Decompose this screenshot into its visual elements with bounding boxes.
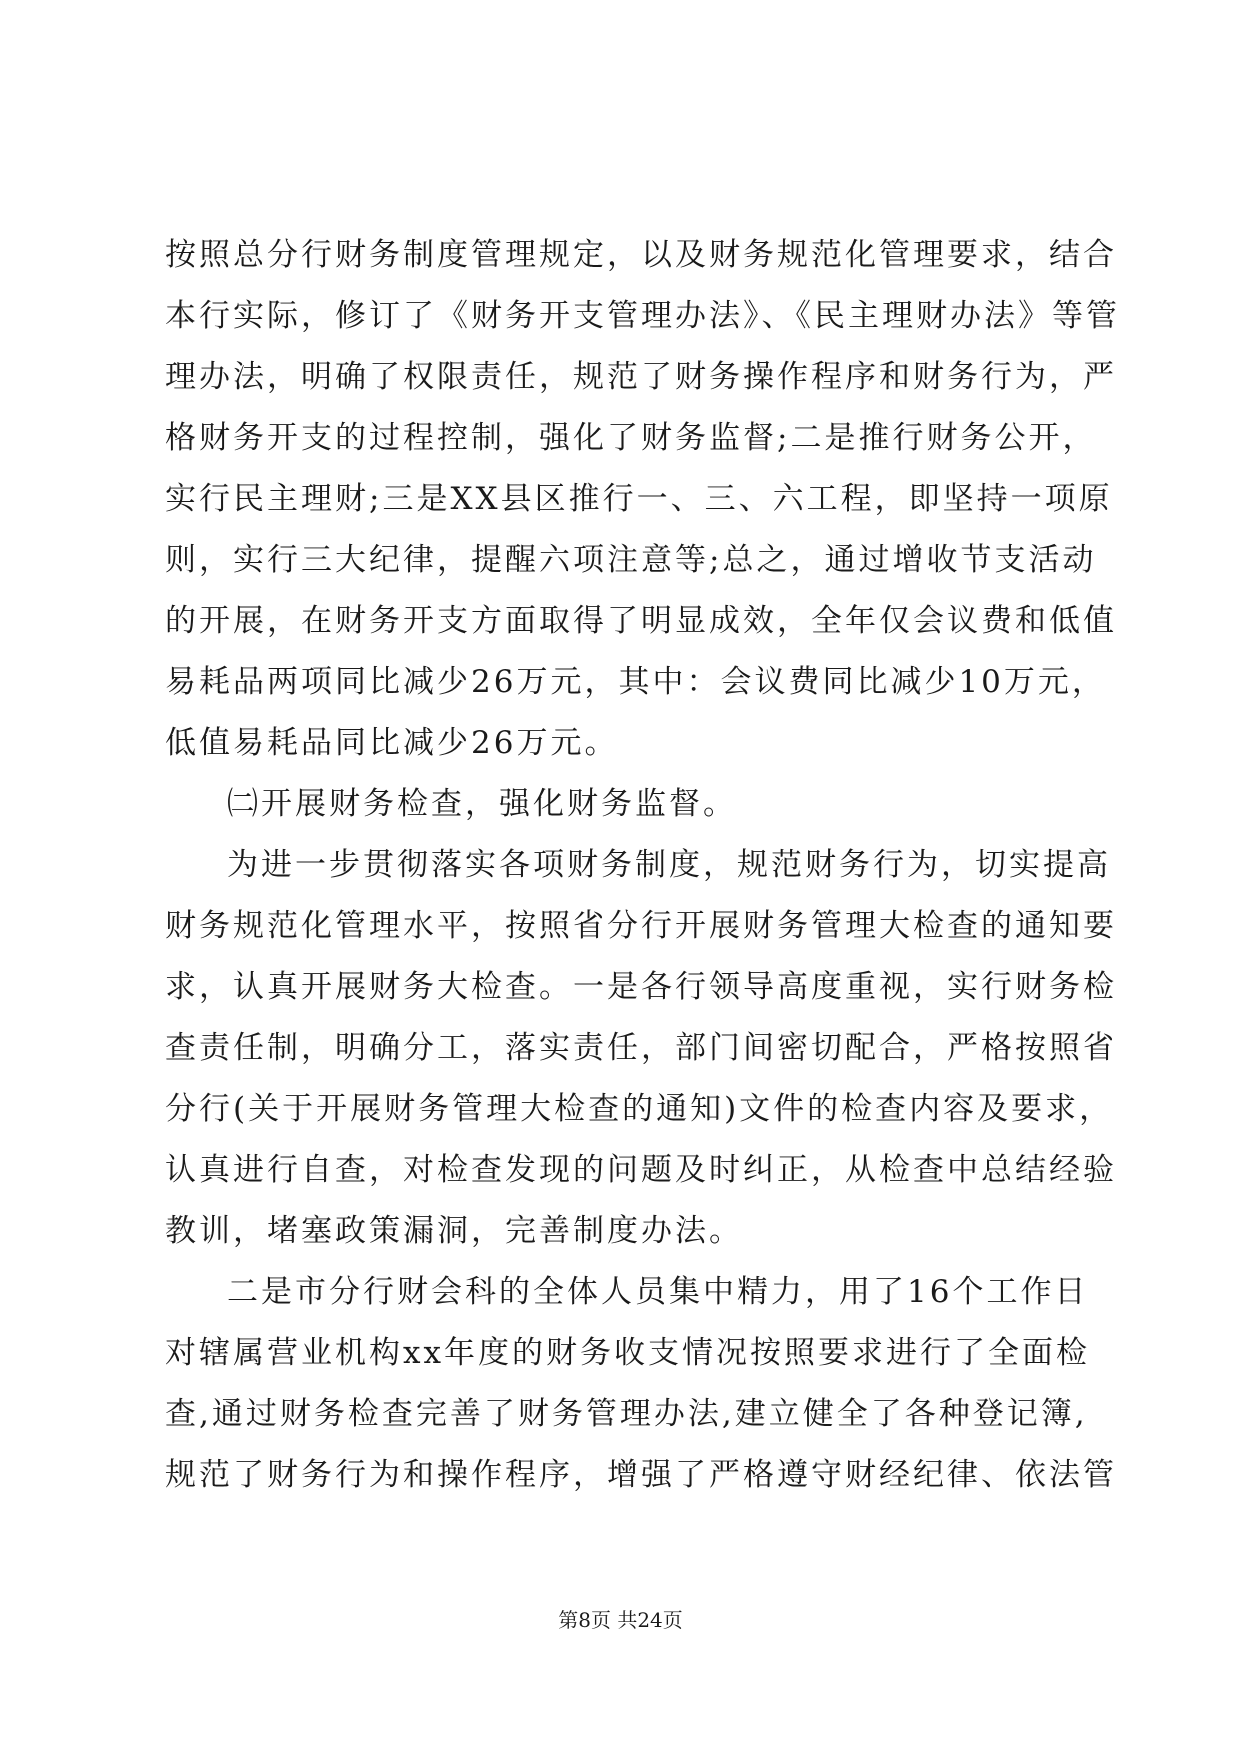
text-line: 理办法，明确了权限责任，规范了财务操作程序和财务行为，严 [165,359,1117,395]
text-line: 按照总分行财务制度管理规定，以及财务规范化管理要求，结合 [165,237,1117,273]
text-line: 对辖属营业机构xx年度的财务收支情况按照要求进行了全面检 [165,1335,1090,1371]
text-line: 易耗品两项同比减少26万元，其中：会议费同比减少10万元， [165,664,1106,700]
text-line: 财务规范化管理水平，按照省分行开展财务管理大检查的通知要 [165,908,1117,944]
text-line: 分行(关于开展财务管理大检查的通知)文件的检查内容及要求， [165,1091,1114,1127]
page-number-footer: 第8页 共24页 [558,1608,683,1632]
text-line: 的开展，在财务开支方面取得了明显成效，全年仅会议费和低值 [165,603,1117,639]
text-line: 二是市分行财会科的全体人员集中精力，用了16个工作日 [227,1274,1089,1310]
text-line: 低值易耗品同比减少26万元。 [165,725,619,761]
text-line: 教训，堵塞政策漏洞，完善制度办法。 [165,1213,743,1249]
text-line: 查,通过财务检查完善了财务管理办法,建立健全了各种登记簿, [165,1396,1088,1432]
text-line: 则，实行三大纪律，提醒六项注意等;总之，通过增收节支活动 [165,542,1097,578]
body-text [165,225,1120,1506]
text-line: 求，认真开展财务大检查。一是各行领导高度重视，实行财务检 [165,969,1117,1005]
text-line: 规范了财务行为和操作程序，增强了严格遵守财经纪律、依法管 [165,1457,1117,1493]
section-heading: ㈡开展财务检查，强化财务监督。 [227,786,737,822]
text-line: 本行实际，修订了《财务开支管理办法》、《民主理财办法》等管 [165,298,1120,334]
text-line: 为进一步贯彻落实各项财务制度，规范财务行为，切实提高 [227,847,1111,883]
text-line: 实行民主理财;三是XX县区推行一、三、六工程，即坚持一项原 [165,481,1113,517]
text-line: 格财务开支的过程控制，强化了财务监督;二是推行财务公开， [165,420,1097,456]
text-line: 认真进行自查，对检查发现的问题及时纠正，从检查中总结经验 [165,1152,1117,1188]
text-line: 查责任制，明确分工，落实责任，部门间密切配合，严格按照省 [165,1030,1117,1066]
